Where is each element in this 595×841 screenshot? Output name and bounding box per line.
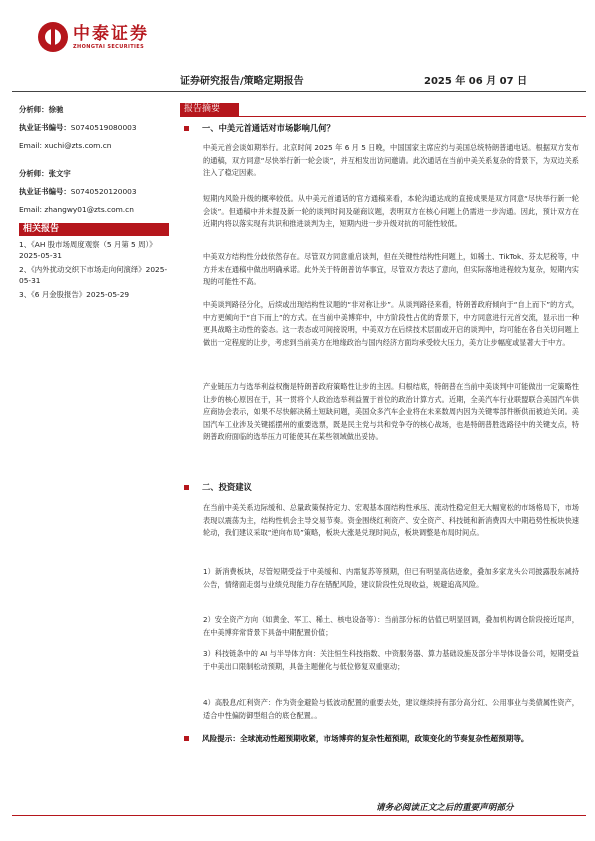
analyst-cert-line (19, 119, 169, 137)
header-divider (12, 91, 586, 92)
footer-disclaimer: 请务必阅读正文之后的重要声明部分 (376, 803, 514, 813)
analyst-name-line (19, 165, 169, 183)
analyst-email-line (19, 137, 169, 155)
cert-label: 执业证书编号： (19, 187, 71, 196)
related-report-item[interactable]: 2、《内外扰动交织下市场走向何演绎》2025-05-31 (19, 265, 168, 285)
logo-mark-icon (38, 22, 68, 52)
related-reports-heading: 相关报告 (19, 223, 169, 236)
body-paragraph: 中美谈判路径分化，后续或出现结构性议题的“非对称让步”。从谈判路径来看，特朗普政府倾向于“自上而下”的方式，中方更倾向于“自下而上”的方式。在当前中美博弈中，中方阶段性占优的背景下，中方同意进行元首交流，显示出一种更具战略主动性的姿态。这一表态或可间接说明，中美双方在后续技术层面或开启的谈判中，均可能在各自关切问题上做出一定程度的让步，考虑到当前美方在地缘政治与国内经济方面均承受较大压力，美方让步幅度或显著大于中方。 (203, 300, 579, 347)
section-heading-1 (184, 122, 335, 134)
analyst-name-line (19, 101, 169, 119)
body-paragraph: 在当前中美关系边际缓和、总量政策保持定力、宏观基本面结构性承压、流动性稳定但无大幅宽松的市场格局下，市场表现以震荡为主，结构性机会主导交易节奏。资金围绕红利资产、安全资产、科技链和新消费四大中期趋势性板块快速轮动，我们建议采取“逆向布局”策略，板块大涨是兑现时间点，板块调整是布局时间点。 (203, 503, 579, 538)
footer-divider (12, 815, 586, 816)
brand-name-en: ZHONGTAI SECURITIES (73, 43, 145, 50)
analyst-name: 张文宇 (48, 169, 71, 178)
email-link[interactable]: zhangwy01@zts.com.cn (44, 205, 134, 214)
email-label: Email: (19, 205, 42, 214)
email-link[interactable]: xuchi@zts.com.cn (44, 141, 112, 150)
bullet-square-icon (184, 126, 189, 131)
brand-name-cn: 中泰证券 (73, 23, 149, 44)
body-paragraph: 2）安全资产方向（如黄金、军工、稀土、核电设备等）：当前部分标的估值已明显回调，叠加机构调仓阶段接近尾声，在中美博弈常背景下具备中期配置价值； (203, 615, 579, 637)
body-paragraph: 3）科技链条中的 AI 与半导体方向：关注恒生科技指数、中资服务器、算力基础设施及部分半导体设备公司，短期受益于中美出口限制松动预期，具备主题催化与低位修复双重驱动； (203, 649, 579, 671)
analyst-role: 分析师： (19, 169, 49, 178)
body-paragraph: 产业链压力与选举利益权衡是特朗普政府策略性让步的主因。归根结底，特朗普在当前中美谈判中可能做出一定策略性让步的核心原因在于，其一贯将个人政治选举利益置于首位的政治计算方式。近期，全美汽车行业联盟联合美国汽车供应商协会表示，如果不尽快解决稀土短缺问题，美国众多汽车企业将在未来数周内因为关键零部件断供而被迫关闭。美国汽车工业涉及关键摇摆州的重要选票，既是民主党与共和党争夺的核心战场，也是特朗普胜选路径中的关键支点，特朗普政府面临的选举压力可能使其在某些领域做出妥协。 (203, 382, 579, 442)
risk-warning (184, 733, 578, 746)
analyst-email-line (19, 201, 169, 219)
analyst-2 (19, 165, 169, 219)
cert-number: S0740520120003 (70, 187, 137, 196)
section-title: 二、投资建议 (202, 482, 252, 492)
analyst-name: 徐驰 (48, 105, 64, 114)
body-paragraph: 中美元首会谈如期举行。北京时间 2025 年 6 月 5 日晚，中国国家主席应约与美国总统特朗普通电话。根据双方发布的通稿，双方同意“尽快举行新一轮会谈”，并互相发出访问邀请。此次通话在当前中美关系复杂的背景下，为双边关系注入了稳定因素。 (203, 143, 579, 178)
company-logo (38, 22, 149, 52)
risk-text-block (202, 733, 578, 746)
summary-tag: 报告摘要 (180, 103, 239, 116)
body-paragraph: 1）新消费板块，尽管短期受益于中美缓和、内需复苏等预期，但已有明显高估迹象，叠加多家龙头公司披露股东减持公告，情绪面走弱与业绩兑现能力存在错配风险，建议阶段性兑现收益，规避追高风险。 (203, 567, 579, 589)
bullet-square-icon (184, 736, 189, 741)
related-report-item[interactable]: 3、《6 月金股报告》2025-05-29 (19, 290, 130, 299)
risk-text: 全球流动性超预期收紧，市场博弈的复杂性超预期，政策变化的节奏复杂性超预期等。 (239, 734, 529, 743)
risk-label: 风险提示： (202, 734, 240, 743)
report-date: 2025 年 06 月 07 日 (424, 76, 528, 87)
section-title: 一、中美元首通话对市场影响几何？ (202, 123, 335, 133)
cert-number: S0740519080003 (70, 123, 137, 132)
sidebar (19, 101, 169, 300)
report-type: 证券研究报告/策略定期报告 (180, 76, 304, 87)
related-report-item[interactable]: 1、《AH 股市场周度观察（5 月第 5 周）》2025-05-31 (19, 240, 157, 260)
email-label: Email: (19, 141, 42, 150)
analyst-role: 分析师： (19, 105, 49, 114)
section-heading-2 (184, 481, 252, 493)
bullet-square-icon (184, 485, 189, 490)
analyst-1 (19, 101, 169, 155)
analyst-cert-line (19, 183, 169, 201)
body-paragraph: 短期内风险升级的概率较低。从中美元首通话的官方通稿来看，本轮沟通达成的直接成果是双方同意“尽快举行新一轮会谈”。但通稿中并未提及新一轮的谈判时间及磋商议题，表明双方在核心问题上仍需进一步沟通。因此，预计双方在近期内将以落实现有共识和推进谈判为主，短期内进一步升级对抗的可能性较低。 (203, 194, 579, 229)
body-paragraph: 4）高股息/红利资产：作为资金避险与低波动配置的重要去处，建议继续持有部分高分红、公用事业与类债属性资产，适合中性偏防御型组合的底仓配置。。 (203, 698, 579, 720)
body-paragraph: 中美双方结构性分歧依然存在。尽管双方同意重启谈判，但在关键性结构性问题上，如稀土、TikTok、芬太尼税等，中方并未在通稿中做出明确承诺。此外关于特朗普访华事宜，尽管双方表达了意向，但实际落地进程较为复杂，短期内实现的可能性不高。 (203, 252, 579, 287)
cert-label: 执业证书编号： (19, 123, 71, 132)
logo-text (73, 25, 149, 50)
summary-divider (180, 116, 586, 117)
